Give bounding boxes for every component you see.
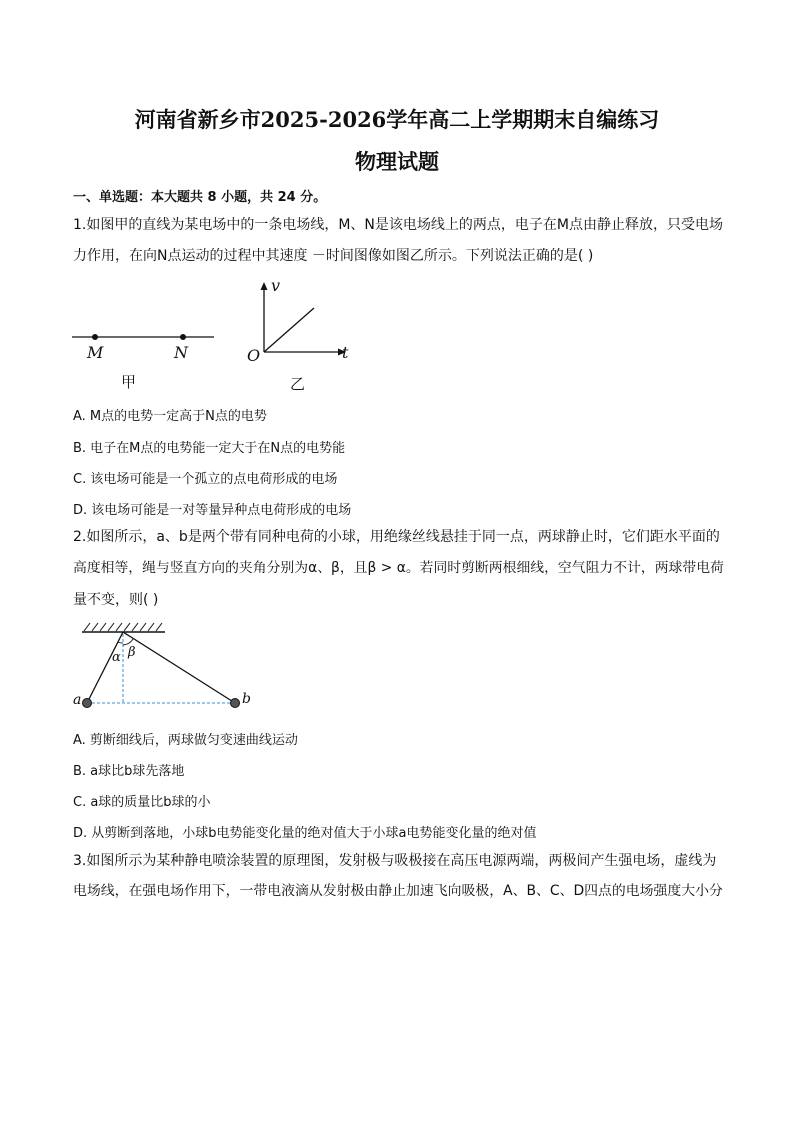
q2-option-c: C. a球的质量比b球的小 xyxy=(73,795,211,810)
exam-title-line1: 河南省新乡市2025-2026学年高二上学期期末自编练习 xyxy=(134,107,660,132)
vt-line xyxy=(264,308,314,352)
q1-vt-graph xyxy=(250,280,350,360)
origin-label: O xyxy=(247,346,261,365)
string-b xyxy=(123,632,235,703)
q2-stem-line1: 2.如图所示，a、b是两个带有同种电荷的小球，用绝缘丝线悬挂于同一点，两球静止时，它们距水平面的 xyxy=(73,529,720,545)
exam-title-line2: 物理试题 xyxy=(355,149,439,174)
q1-option-a: A. M点的电势一定高于N点的电势 xyxy=(73,409,267,424)
point-n xyxy=(180,334,186,340)
q1-option-d: D. 该电场可能是一对等量异种点电荷形成的电场 xyxy=(73,503,352,518)
section-heading: 一、单选题：本大题共 8 小题，共 24 分。 xyxy=(73,190,327,205)
q1-stem-line1: 1.如图甲的直线为某电场中的一条电场线，M、N是该电场线上的两点，电子在M点由静止释放，只受电场 xyxy=(73,217,723,233)
label-n: N xyxy=(174,343,188,362)
q2-option-d: D. 从剪断到落地，小球b电势能变化量的绝对值大于小球a电势能变化量的绝对值 xyxy=(73,826,537,841)
q2-option-b: B. a球比b球先落地 xyxy=(73,764,185,779)
q1-option-c: C. 该电场可能是一个孤立的点电荷形成的电场 xyxy=(73,472,338,487)
q3-stem-line1: 3.如图所示为某种静电喷涂装置的原理图，发射极与吸极接在高压电源两端，两极间产生强电场，虚线为 xyxy=(73,853,717,869)
label-beta: β xyxy=(128,645,136,660)
q1-stem-line2: 力作用，在向N点运动的过程中其速度 －时间图像如图乙所示。下列说法正确的是( ) xyxy=(73,248,594,264)
label-b: b xyxy=(242,691,251,707)
q2-stem-line3: 量不变，则( ) xyxy=(73,592,159,608)
label-alpha: α xyxy=(112,650,121,665)
string-a xyxy=(87,632,123,703)
axis-t-label: t xyxy=(342,343,349,362)
caption-jia: 甲 xyxy=(121,373,137,391)
q3-stem-line2: 电场线，在强电场作用下，一带电液滴从发射极由静止加速飞向吸极，A、B、C、D四点的电场强度大小分 xyxy=(73,883,723,899)
ball-a xyxy=(83,699,92,708)
caption-yi: 乙 xyxy=(290,375,306,393)
q2-stem-line2: 高度相等，绳与竖直方向的夹角分别为α、β，且β > α。若同时剪断两根细线，空气阻力不计，两球带电荷 xyxy=(73,560,724,576)
q2-figure xyxy=(70,620,260,715)
q2-option-a: A. 剪断细线后，两球做匀变速曲线运动 xyxy=(73,733,298,748)
label-a: a xyxy=(73,692,82,708)
label-m: M xyxy=(87,343,104,362)
axis-v-label: v xyxy=(271,276,281,295)
q1-option-b: B. 电子在M点的电势能一定大于在N点的电势能 xyxy=(73,441,346,456)
ball-b xyxy=(231,699,240,708)
point-m xyxy=(92,334,98,340)
